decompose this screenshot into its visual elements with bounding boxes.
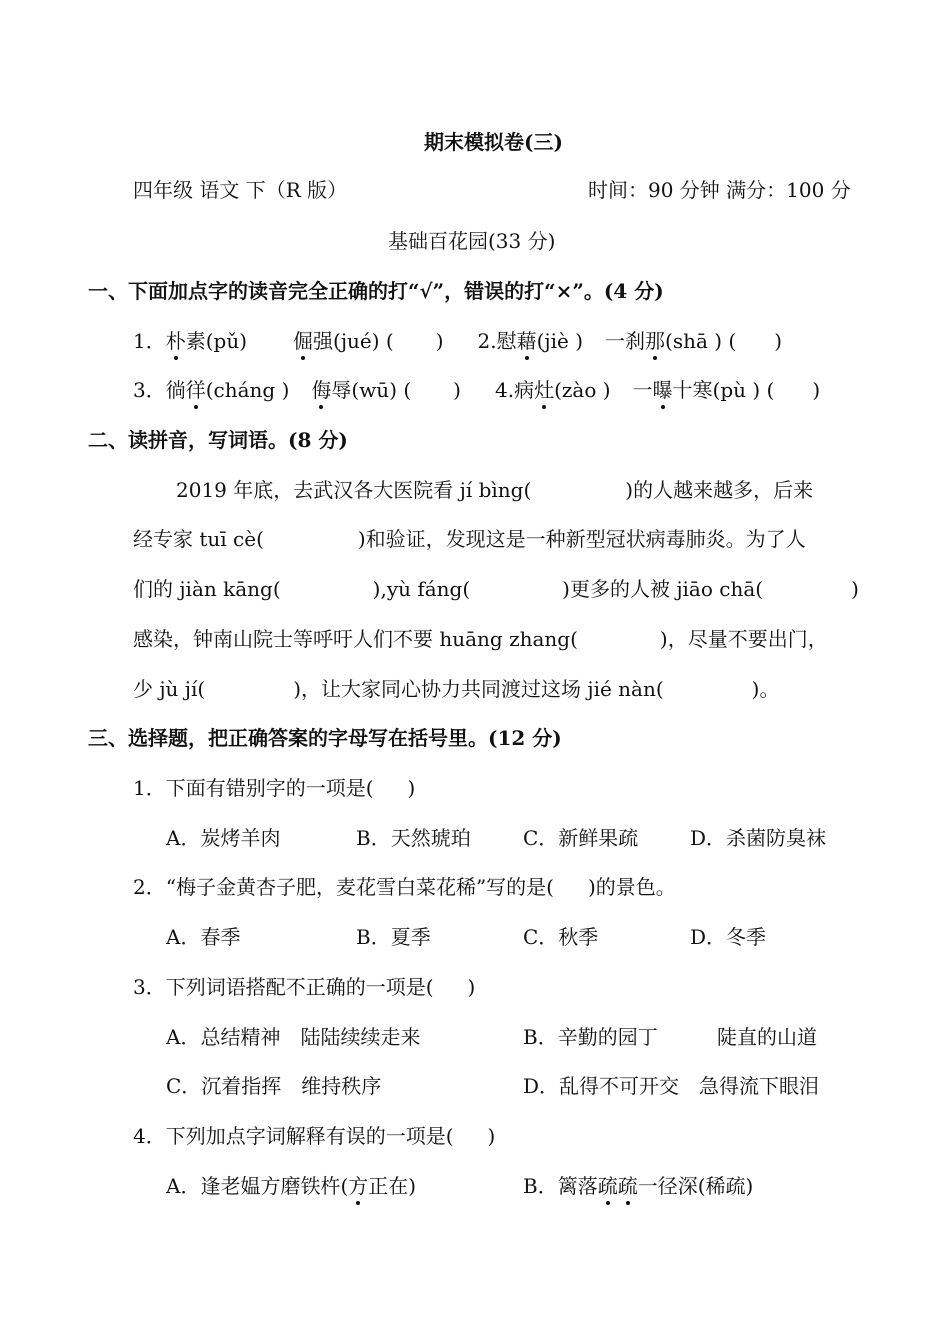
- q1-item4-word-a-prefix: 病: [514, 378, 535, 402]
- q3-item4-option-a: [166, 1173, 416, 1199]
- q1-item4-dotted-char-b: 曝: [652, 378, 673, 402]
- q3-item3-option-c: C．沉着指挥 维持秩序: [166, 1074, 382, 1098]
- q3-item-number: 1．: [133, 776, 166, 800]
- q1-item1-dotted-char-a: 朴: [165, 329, 186, 353]
- option-text: 正在): [368, 1174, 417, 1198]
- q2-text: 经专家 tuī cè(: [133, 527, 264, 551]
- q3-item-number: 4．: [133, 1124, 166, 1148]
- q3-item2-option-c: C．秋季: [523, 925, 599, 949]
- option-text: A．逢老媪方磨铁杵(: [166, 1174, 349, 1198]
- q3-item-stem-text: 下列加点字词解释有误的一项是(: [165, 1124, 454, 1148]
- q3-heading: 三、选择题，把正确答案的字母写在括号里。(12 分): [88, 726, 562, 750]
- q2-text: )，让大家同心协力共同渡过这场 jié nàn(: [293, 677, 664, 701]
- q1-item4-number: 4.: [494, 378, 515, 402]
- q2-text: 少 jù jí(: [133, 677, 206, 701]
- q3-item-number: 3．: [133, 975, 166, 999]
- q1-item1-dotted-char-b: 倔: [293, 329, 314, 353]
- q2-text: )。: [751, 677, 780, 701]
- time-score: 时间：90 分钟 满分：100 分: [588, 178, 851, 202]
- q2-text: 感染，钟南山院士等呼吁人们不要 huāng zhang(: [133, 627, 578, 651]
- q2-line-4: [133, 626, 828, 652]
- q3-item3-option-b: B．辛勤的园丁: [523, 1025, 658, 1049]
- q3-item1-stem: [133, 775, 415, 801]
- q3-item-number: 2．: [133, 875, 166, 899]
- q1-item2-pinyin-a: (jiè ): [536, 329, 584, 353]
- q2-line-5: [133, 676, 779, 702]
- q1-item2-dotted-char-b: 那: [645, 329, 666, 353]
- q3-item-stem-text: “梅子金黄杏子肥，麦花雪白菜花稀”写的是(: [165, 875, 554, 899]
- q2-text: )，尽量不要出门，: [659, 627, 828, 651]
- q1-item3-dotted-char-b: 侮: [311, 378, 332, 402]
- q1-heading: 一、下面加点字的读音完全正确的打“√”，错误的打“×”。(4 分): [88, 279, 664, 303]
- q3-item3-option-d: D．乱得不可开交 急得流下眼泪: [523, 1074, 820, 1098]
- q1-item4-dotted-char-a: 灶: [534, 378, 555, 402]
- grade-subject: 四年级 语文 下（R 版）: [133, 178, 348, 202]
- section-title: 基础百花园(33 分): [388, 229, 556, 253]
- q1-item4-pinyin-a: (zào ): [554, 378, 611, 402]
- q3-item-stem-close: ): [467, 975, 476, 999]
- q2-line-3: [133, 576, 859, 602]
- q1-item2-word-a-prefix: 慰: [496, 329, 517, 353]
- q2-text: )更多的人被 jiāo chā(: [562, 577, 764, 601]
- q3-item1-option-b: B．天然琥珀: [356, 826, 471, 850]
- q1-item2-dotted-char-a: 藉: [516, 329, 537, 353]
- option-text: 一径深(稀疏): [637, 1174, 754, 1198]
- option-text: B．篱落: [523, 1174, 598, 1198]
- q1-row1: [133, 328, 782, 354]
- q2-heading: 二、读拼音，写词语。(8 分): [88, 428, 348, 452]
- q3-item-stem-close: )的景色。: [588, 875, 676, 899]
- q1-item3-dotted-char-a: 徉: [185, 378, 206, 402]
- q2-text: )的人越来越多，后来: [625, 478, 814, 502]
- q1-item1-pinyin-a: 素(pǔ): [185, 329, 248, 353]
- q2-text: 2019 年底，去武汉各大医院看 jí bìng(: [176, 478, 532, 502]
- q3-item2-option-d: D．冬季: [690, 925, 767, 949]
- q2-line-2: [133, 526, 806, 552]
- q3-item1-option-c: C．新鲜果疏: [523, 826, 639, 850]
- q1-item2-pinyin-b: (shā ) (: [665, 329, 737, 353]
- q1-item4-paren-close: ): [812, 378, 821, 402]
- q1-item3-number: 3．: [133, 378, 166, 402]
- q3-item3-option-b-second: 陡直的山道: [717, 1025, 817, 1049]
- q3-item3-stem: [133, 974, 475, 1000]
- q2-line-1: [176, 477, 813, 503]
- q3-item4-stem: [133, 1123, 495, 1149]
- q3-item2-option-a: A．春季: [166, 925, 241, 949]
- q1-item2-paren-close: ): [774, 329, 783, 353]
- q1-row2: [133, 377, 820, 403]
- q3-item4-option-b: [523, 1173, 753, 1199]
- q3-item-stem-close: ): [487, 1124, 496, 1148]
- q1-item2-number: 2.: [477, 329, 497, 353]
- q2-text: ),yù fáng(: [372, 577, 471, 601]
- q3-item1-option-a: A．炭烤羊肉: [166, 826, 281, 850]
- q3-item-stem-text: 下列词语搭配不正确的一项是(: [165, 975, 434, 999]
- q3-item3-option-a: A．总结精神 陆陆续续走来: [166, 1025, 421, 1049]
- q1-item3-paren-close: ): [453, 378, 461, 402]
- q1-item3-pinyin-a: (cháng ): [205, 378, 290, 402]
- emphasis-dot: [606, 1201, 610, 1205]
- q2-text: ): [851, 577, 859, 601]
- q1-item1-pinyin-b: 强(jué) (: [313, 329, 394, 353]
- dotted-word: 疏疏: [598, 1174, 638, 1198]
- q1-item3-pinyin-b: 辱(wū) (: [331, 378, 412, 402]
- q2-text: )和验证，发现这是一种新型冠状病毒肺炎。为了人: [357, 527, 806, 551]
- q1-item1-paren-close: ): [435, 329, 444, 353]
- dotted-char: 方: [348, 1174, 369, 1198]
- q3-item2-stem: [133, 874, 676, 900]
- q3-item2-option-b: B．夏季: [356, 925, 431, 949]
- q1-item2-word-b-prefix: 一刹: [605, 329, 646, 353]
- q3-item1-option-d: D．杀菌防臭袜: [690, 826, 827, 850]
- q1-item1-number: 1．: [133, 329, 166, 353]
- emphasis-dot: [626, 1201, 630, 1205]
- q3-item-stem-text: 下面有错别字的一项是(: [165, 776, 374, 800]
- q3-item-stem-close: ): [407, 776, 416, 800]
- q1-item4-pinyin-b: 十寒(pù ) (: [672, 378, 775, 402]
- q2-text: 们的 jiàn kāng(: [133, 577, 281, 601]
- q1-item3-word-a-prefix: 徜: [165, 378, 186, 402]
- q1-item4-word-b-prefix: 一: [632, 378, 653, 402]
- exam-title: 期末模拟卷(三): [424, 130, 563, 154]
